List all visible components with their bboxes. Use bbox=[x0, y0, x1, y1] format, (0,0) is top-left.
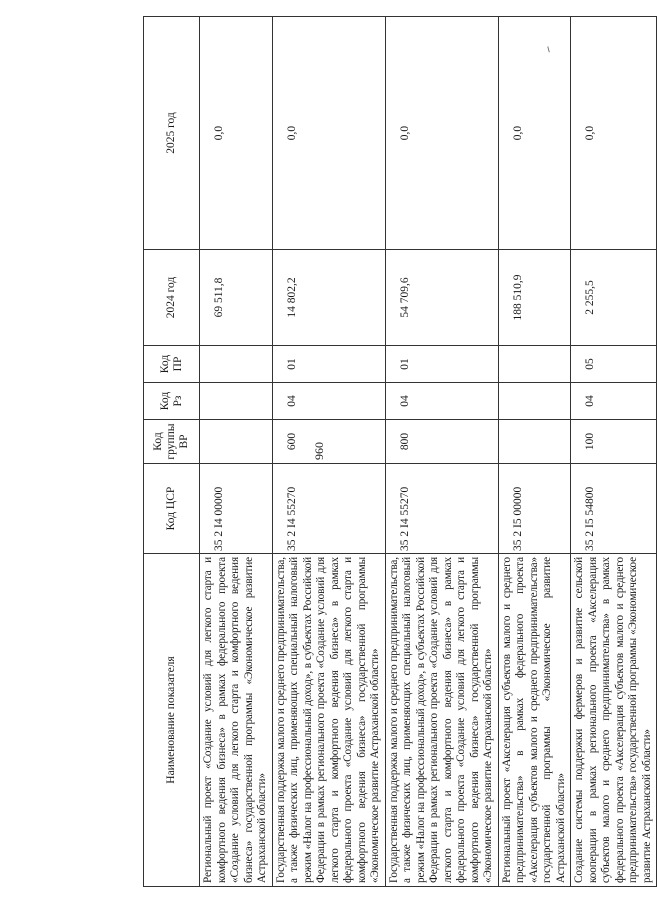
row-2024: 188 510,9 bbox=[511, 274, 524, 321]
row-2025: 0,0 bbox=[511, 125, 524, 141]
row-rz-cell bbox=[272, 383, 385, 420]
row-2025-cell bbox=[200, 17, 273, 250]
row-name-cell bbox=[272, 554, 385, 887]
row-name-cell bbox=[200, 554, 273, 887]
header-name: Наименование показателя bbox=[144, 554, 200, 887]
row-rz: 04 bbox=[285, 395, 298, 407]
row-csr: 35 2 I4 00000 bbox=[213, 486, 225, 551]
table-row bbox=[272, 17, 385, 887]
row-csr-cell bbox=[272, 464, 385, 554]
row-2024-cell bbox=[385, 250, 498, 346]
row-rz-cell bbox=[385, 383, 498, 420]
row-name-cell bbox=[498, 554, 571, 887]
table-header-row bbox=[144, 17, 200, 887]
row-csr-cell bbox=[385, 464, 498, 554]
row-2024: 54 709,6 bbox=[398, 277, 411, 318]
row-vr: 100 bbox=[584, 432, 596, 451]
table-row bbox=[498, 17, 571, 887]
table-row bbox=[571, 17, 657, 887]
rotated-page-content bbox=[143, 17, 653, 887]
row-rz: 04 bbox=[584, 395, 596, 407]
row-vr: 600 bbox=[285, 432, 298, 451]
row-rz: 04 bbox=[398, 395, 411, 407]
row-2024: 14 802,2 bbox=[285, 277, 298, 318]
row-2024-cell bbox=[571, 250, 657, 346]
row-pr: 01 bbox=[398, 358, 411, 370]
row-vr-cell bbox=[385, 420, 498, 464]
row-2025: 0,0 bbox=[584, 125, 596, 141]
row-pr bbox=[501, 349, 511, 379]
table-row bbox=[200, 17, 273, 887]
row-rz bbox=[501, 386, 511, 416]
row-2024-cell bbox=[498, 250, 571, 346]
row-2024-cell bbox=[200, 250, 273, 346]
row-csr-cell bbox=[498, 464, 571, 554]
row-name: Государственная поддержка малого и среднего предпринимательства, а также физических лиц, применяющих специальный налоговый режим «Налог на профессиональный доход», в субъектах Российской Федерации в рамках регионального проекта «Создание условий для легкого старта и комфортного ведения бизнеса» в рамках федерального проекта «Создание условий для легкого старта и комфортного ведения бизнеса» государственной программы «Экономическое развитие Астраханской области» bbox=[274, 557, 381, 883]
row-pr: 01 bbox=[285, 358, 298, 370]
row-name: Региональный проект «Акселерация субъектов малого и среднего предпринимательства» в рамках федерального проекта «Акселерация субъектов малого и среднего предпринимательства» государственной программы «Экономическое развитие Астраханской области» bbox=[500, 557, 567, 883]
header-csr: Код ЦСР bbox=[144, 464, 200, 554]
row-name: Государственная поддержка малого и среднего предпринимательства, а также физических лиц, применяющих специальный налоговый режим «Налог на профессиональный доход», в субъектах Российской Федерации в рамках регионального проекта «Создание условий для легкого старта и комфортного ведения бизнеса» в рамках федерального проекта «Создание условий для легкого старта и комфортного ведения бизнеса» государственной программы «Экономическое развитие Астраханской области» bbox=[387, 557, 494, 883]
row-vr: 800 bbox=[398, 432, 411, 451]
row-csr: 35 2 I5 00000 bbox=[511, 486, 524, 551]
row-name-cell bbox=[385, 554, 498, 887]
row-2025: 0,0 bbox=[213, 125, 225, 141]
row-name: Региональный проект «Создание условий для легкого старта и комфортного ведения бизнеса» в рамках федерального проекта «Создание условий для легкого старта и комфортного ведения бизнеса» государственной программы «Экономическое развитие Астраханской области» bbox=[202, 557, 268, 883]
row-pr-cell bbox=[200, 346, 273, 383]
row-2025-cell bbox=[385, 17, 498, 250]
row-2024-cell bbox=[272, 250, 385, 346]
row-rz-cell bbox=[200, 383, 273, 420]
header-pr: Код ПР bbox=[144, 346, 200, 383]
row-csr-cell bbox=[200, 464, 273, 554]
row-2025-cell bbox=[272, 17, 385, 250]
row-vr-cell bbox=[200, 420, 273, 464]
header-vr: Код группы ВР bbox=[144, 420, 200, 464]
row-rz bbox=[202, 386, 212, 416]
row-name-cell bbox=[571, 554, 657, 887]
row-vr-cell bbox=[272, 420, 385, 464]
row-csr: 35 2 I4 55270 bbox=[285, 486, 298, 551]
row-rz-cell bbox=[571, 383, 657, 420]
row-2024: 69 511,8 bbox=[213, 277, 225, 318]
page-number: 960 bbox=[312, 442, 326, 460]
header-2025: 2025 год bbox=[144, 17, 200, 250]
row-vr bbox=[501, 423, 511, 460]
row-pr-cell bbox=[571, 346, 657, 383]
row-csr: 35 2 I4 55270 bbox=[398, 486, 411, 551]
row-vr-cell bbox=[498, 420, 571, 464]
row-2025-cell bbox=[498, 17, 571, 250]
row-2025: 0,0 bbox=[285, 125, 298, 141]
row-pr bbox=[202, 349, 212, 379]
row-2025: 0,0 bbox=[398, 125, 411, 141]
row-vr bbox=[202, 423, 212, 460]
row-2024: 2 255,5 bbox=[584, 280, 596, 315]
row-pr-cell bbox=[385, 346, 498, 383]
table-row bbox=[385, 17, 498, 887]
row-pr-cell bbox=[272, 346, 385, 383]
row-csr-cell bbox=[571, 464, 657, 554]
header-2024: 2024 год bbox=[144, 250, 200, 346]
row-pr-cell bbox=[498, 346, 571, 383]
row-pr: 05 bbox=[584, 358, 596, 370]
row-name: Создание системы поддержки фермеров и развитие сельской кооперации в рамках регионального проекта «Акселерация субъектов малого и среднего предпринимательства» в рамках федерального проекта «Акселерация субъектов малого и среднего предпринимательства» государственной программы «Экономическое развитие Астраханской области» bbox=[573, 557, 653, 883]
row-vr-cell bbox=[571, 420, 657, 464]
row-2025-cell bbox=[571, 17, 657, 250]
budget-table bbox=[143, 16, 657, 887]
header-rz: Код Рз bbox=[144, 383, 200, 420]
row-rz-cell bbox=[498, 383, 571, 420]
row-csr: 35 2 I5 54800 bbox=[584, 486, 596, 551]
